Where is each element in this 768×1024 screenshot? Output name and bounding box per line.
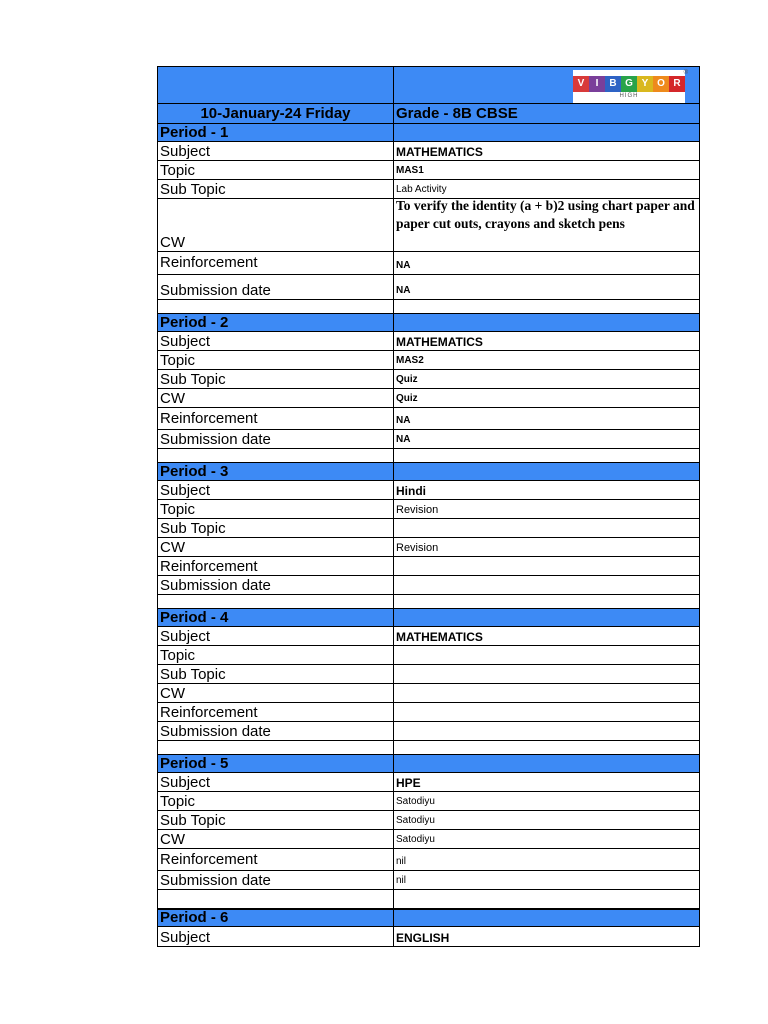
subtopic-label: Sub Topic [160,666,226,683]
spacer-row [157,741,700,755]
reinforcement-value: NA [396,260,411,271]
period-2-topic-row [157,351,700,370]
grade-label: Grade - 8B CBSE [396,105,518,122]
logo-letter: I [589,76,605,92]
period-5-cw-row [157,830,700,849]
period-4-header [157,609,700,627]
period-3-subtopic-row [157,519,700,538]
period-2-subject-row [157,332,700,351]
reinforcement-label: Reinforcement [160,558,258,575]
period-3-cw-row [157,538,700,557]
submission-value: NA [396,434,411,445]
period-title: Period - 4 [160,609,229,626]
submission-label: Submission date [160,431,271,448]
period-6-subject-row [157,927,700,947]
logo-letter: V [573,76,589,92]
subject-value: MATHEMATICS [396,630,483,644]
period-title: Period - 2 [160,314,229,331]
subject-value: Hindi [396,484,426,498]
period-5-submission-row [157,871,700,890]
period-2-cw-row [157,389,700,408]
topic-label: Topic [160,647,196,664]
period-4-cw-row [157,684,700,703]
header-banner-row [157,66,700,104]
period-3-subject-row [157,481,700,500]
subject-label: Subject [160,929,211,946]
period-6-header [157,909,700,927]
submission-label: Submission date [160,723,271,740]
submission-label: Submission date [160,872,271,889]
cw-value: Satodiyu [396,834,435,845]
period-title: Period - 6 [160,909,229,926]
subtopic-value: Satodiyu [396,815,435,826]
cw-value: Revision [396,542,439,554]
date-grade-row [157,104,700,124]
topic-label: Topic [160,352,196,369]
topic-value: Satodiyu [396,796,435,807]
topic-value: MAS2 [396,355,424,366]
cw-label: CW [160,390,185,407]
period-5-subject-row [157,773,700,792]
period-2-subtopic-row [157,370,700,389]
subject-value: HPE [396,776,421,790]
spacer-row [157,595,700,609]
period-5-topic-row [157,792,700,811]
subtopic-value: Lab Activity [396,184,447,195]
period-1-subject-row [157,142,700,161]
topic-value: MAS1 [396,165,424,176]
submission-label: Submission date [160,577,271,594]
spacer-row [157,300,700,314]
period-title: Period - 3 [160,463,229,480]
period-3-submission-row [157,576,700,595]
spacer-row [157,890,700,909]
period-5-reinforcement-row [157,849,700,871]
reinforcement-label: Reinforcement [160,410,258,427]
period-1-header [157,124,700,142]
subtopic-label: Sub Topic [160,812,226,829]
period-3-topic-row [157,500,700,519]
logo-letter: Y [637,76,653,92]
cw-value: To verify the identity (a + b)2 using chart paper and paper cut outs, crayons and sketch pens [396,199,695,231]
logo-trademark: ® [683,70,688,76]
subject-label: Subject [160,143,211,160]
subject-value: MATHEMATICS [396,145,483,159]
submission-label: Submission date [160,282,271,299]
subject-label: Subject [160,333,211,350]
spacer-row [157,449,700,463]
logo-letter: O [653,76,669,92]
logo-subtitle: HIGH [619,93,639,99]
reinforcement-label: Reinforcement [160,851,258,868]
vibgyor-logo [573,70,688,104]
logo-letter: G [621,76,637,92]
reinforcement-value: NA [396,415,411,426]
topic-value: Revision [396,504,439,516]
subtopic-label: Sub Topic [160,520,226,537]
subtopic-value: Quiz [396,374,418,385]
cw-label: CW [160,234,185,251]
period-4-subtopic-row [157,665,700,684]
period-3-header [157,463,700,481]
topic-label: Topic [160,501,196,518]
period-4-reinforcement-row [157,703,700,722]
subject-label: Subject [160,628,211,645]
period-2-submission-row [157,430,700,449]
period-2-reinforcement-row [157,408,700,430]
subtopic-label: Sub Topic [160,181,226,198]
logo-letter: B [605,76,621,92]
logo-letter: R [669,76,685,92]
topic-label: Topic [160,162,196,179]
period-3-reinforcement-row [157,557,700,576]
period-1-topic-row [157,161,700,180]
subject-value: MATHEMATICS [396,335,483,349]
subject-label: Subject [160,482,211,499]
reinforcement-label: Reinforcement [160,704,258,721]
period-title: Period - 5 [160,755,229,772]
period-1-subtopic-row [157,180,700,199]
period-4-submission-row [157,722,700,741]
period-4-subject-row [157,627,700,646]
cw-label: CW [160,831,185,848]
period-1-submission-row [157,275,700,300]
subject-label: Subject [160,774,211,791]
subject-value: ENGLISH [396,931,450,945]
period-title: Period - 1 [160,124,229,141]
period-1-cw-row [157,199,700,252]
period-5-subtopic-row [157,811,700,830]
cw-label: CW [160,539,185,556]
cw-value: Quiz [396,393,418,404]
period-4-topic-row [157,646,700,665]
reinforcement-value: nil [396,856,407,867]
period-2-header [157,314,700,332]
period-1-reinforcement-row [157,252,700,275]
timetable-sheet [157,66,700,947]
date-label: 10-January-24 Friday [200,105,351,122]
submission-value: nil [396,875,407,886]
topic-label: Topic [160,793,196,810]
reinforcement-label: Reinforcement [160,254,258,271]
submission-value: NA [396,285,411,296]
cw-label: CW [160,685,185,702]
period-5-header [157,755,700,773]
subtopic-label: Sub Topic [160,371,226,388]
